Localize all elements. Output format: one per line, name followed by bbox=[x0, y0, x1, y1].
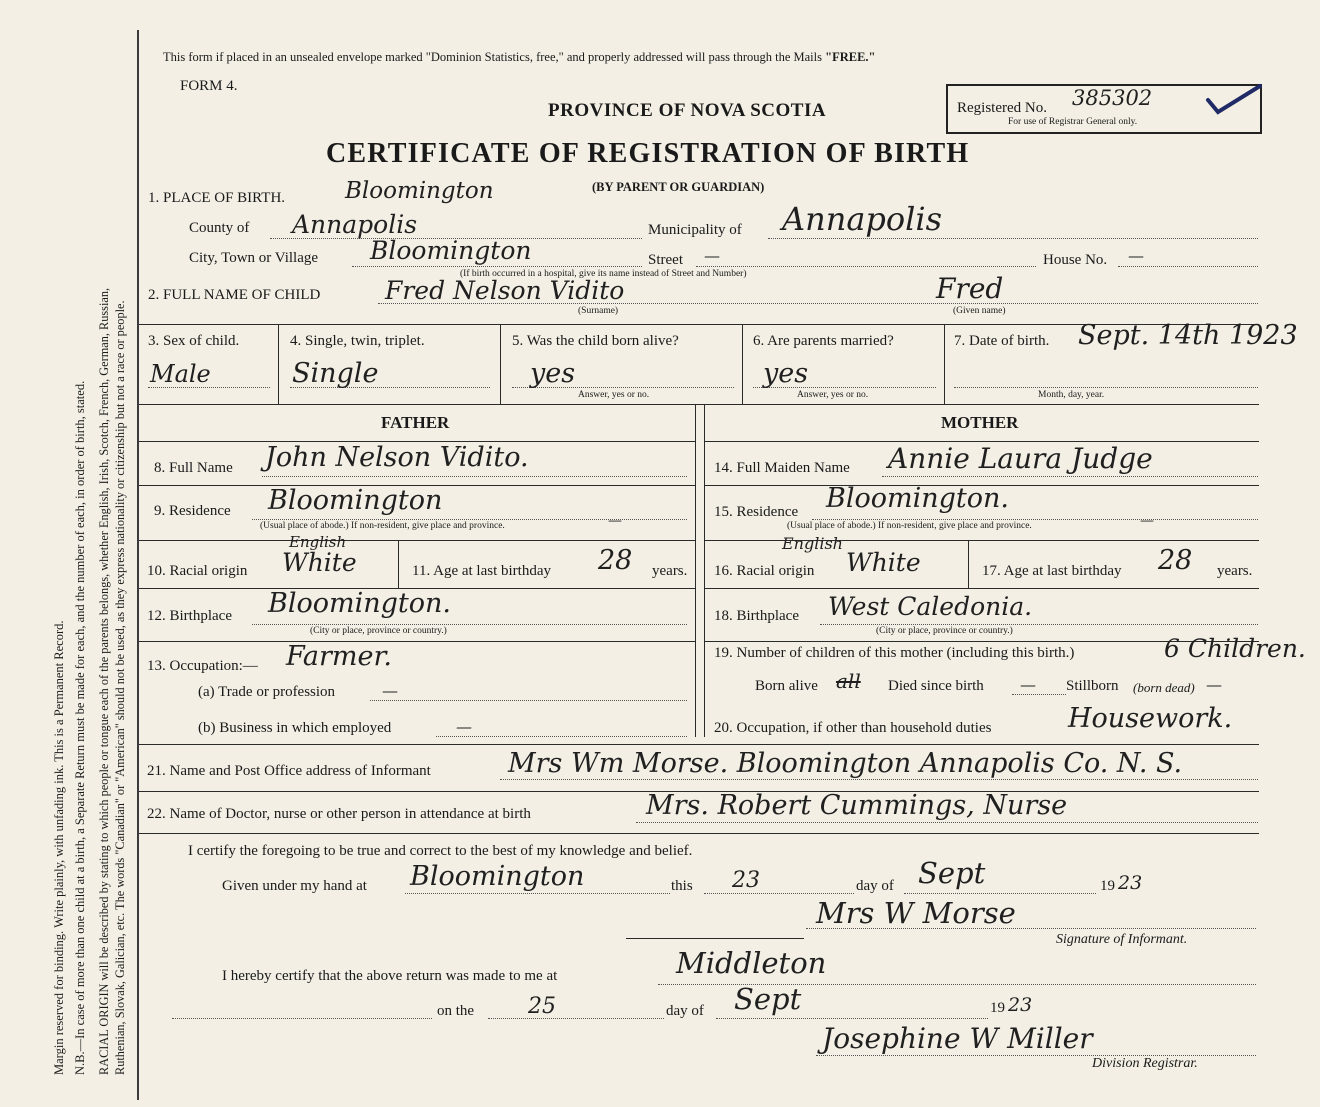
registrar-year-prefix: 19 bbox=[990, 1000, 1005, 1016]
col-divider-4 bbox=[944, 324, 945, 404]
county-value: Annapolis bbox=[292, 210, 418, 239]
registrar-month-value: Sept bbox=[734, 982, 802, 1016]
doctor-value: Mrs. Robert Cummings, Nurse bbox=[646, 790, 1068, 821]
father-age-years: years. bbox=[652, 563, 688, 579]
registrar-month-line bbox=[716, 1018, 988, 1019]
born-alive-count-label: Born alive bbox=[755, 678, 818, 694]
plurality-value: Single bbox=[292, 358, 379, 389]
registrar-day-line bbox=[488, 1018, 664, 1019]
check-mark-icon bbox=[1204, 82, 1264, 116]
given-name-caption: (Given name) bbox=[953, 306, 1006, 316]
registrar-place-value: Middleton bbox=[676, 946, 827, 980]
father-birthplace-caption: (City or place, province or country.) bbox=[310, 626, 447, 636]
page-title: CERTIFICATE OF REGISTRATION OF BIRTH bbox=[326, 138, 970, 169]
father-name-line bbox=[262, 476, 687, 477]
mail-notice-text: This form if placed in an unsealed envelope marked "Dominion Statistics, free," and properly addressed will pass through the Mails bbox=[163, 50, 826, 64]
mother-name-line bbox=[882, 476, 1258, 477]
hospital-note: (If birth occurred in a hospital, give its name instead of Street and Number) bbox=[460, 269, 747, 279]
doctor-label: 22. Name of Doctor, nurse or other person in attendance at birth bbox=[147, 806, 531, 822]
date-of-birth-value: Sept. 14th 1923 bbox=[1078, 320, 1298, 351]
mother-children-label: 19. Number of children of this mother (including this birth.) bbox=[714, 645, 1075, 661]
form-number: FORM 4. bbox=[180, 78, 238, 94]
certify-separator bbox=[626, 938, 804, 939]
father-heading: FATHER bbox=[381, 413, 450, 432]
mother-heading: MOTHER bbox=[941, 413, 1019, 432]
given-month-value: Sept bbox=[918, 856, 986, 890]
father-birthplace-line bbox=[252, 624, 687, 625]
mother-residence-value: Bloomington. bbox=[826, 483, 1009, 514]
date-of-birth-line bbox=[954, 387, 1258, 388]
sex-label: 3. Sex of child. bbox=[148, 333, 240, 349]
parents-married-label: 6. Are parents married? bbox=[753, 333, 894, 349]
mother-age-years: years. bbox=[1217, 563, 1253, 579]
mother-racial-origin-value: White bbox=[846, 548, 921, 577]
certify-statement: I certify the foregoing to be true and correct to the best of my knowledge and belief. bbox=[188, 843, 693, 859]
father-nonresident-dash: — bbox=[608, 513, 622, 529]
col-divider-2 bbox=[500, 324, 501, 404]
margin-notes bbox=[0, 0, 138, 1107]
surname-caption: (Surname) bbox=[578, 306, 619, 316]
doctor-rule bbox=[139, 833, 1259, 834]
father-rule-4 bbox=[139, 641, 695, 642]
mother-name-label: 14. Full Maiden Name bbox=[714, 460, 850, 476]
day-of-label: day of bbox=[856, 878, 894, 894]
informant-signature: Mrs W Morse bbox=[816, 896, 1016, 930]
parents-bottom-rule bbox=[139, 744, 1259, 745]
mother-children-value: 6 Children. bbox=[1164, 634, 1306, 663]
house-number-line bbox=[1118, 266, 1258, 267]
given-year-value: 23 bbox=[1118, 872, 1143, 894]
informant-line bbox=[500, 779, 1258, 780]
father-business-value: — bbox=[456, 717, 472, 736]
mother-rule-3 bbox=[704, 588, 1259, 589]
on-the-label: on the bbox=[437, 1003, 475, 1019]
margin-racial-note-1: RACIAL ORIGIN will be described by stating to which people or tongue each of the parents belongs, whether English, Irish, Scotch, French, German, Russian, bbox=[97, 287, 111, 1075]
father-occupation-value: Farmer. bbox=[286, 641, 393, 672]
month-line bbox=[904, 893, 1096, 894]
mother-nonresident-dash: — bbox=[1140, 513, 1154, 529]
col-divider-1 bbox=[278, 324, 279, 404]
father-business-line bbox=[436, 736, 687, 737]
city-label: City, Town or Village bbox=[189, 250, 319, 266]
father-residence-value: Bloomington bbox=[268, 485, 443, 516]
registered-number: 385302 bbox=[1072, 86, 1153, 110]
plurality-label: 4. Single, twin, triplet. bbox=[290, 333, 425, 349]
place-of-birth-label: 1. PLACE OF BIRTH. bbox=[148, 190, 286, 206]
day-line bbox=[704, 893, 854, 894]
given-place-line bbox=[405, 893, 670, 894]
born-alive-label: 5. Was the child born alive? bbox=[512, 333, 679, 349]
mother-racial-origin-label: 16. Racial origin bbox=[714, 563, 815, 579]
registered-label: Registered No. bbox=[957, 100, 1047, 116]
mail-notice bbox=[163, 50, 875, 65]
house-number-label: House No. bbox=[1043, 252, 1108, 268]
page-subtitle: (BY PARENT OR GUARDIAN) bbox=[592, 180, 765, 194]
given-place-value: Bloomington bbox=[410, 861, 585, 892]
father-right-rule bbox=[695, 404, 696, 737]
father-age-value: 28 bbox=[598, 545, 633, 576]
mother-birthplace-caption: (City or place, province or country.) bbox=[876, 626, 1013, 636]
father-name-label: 8. Full Name bbox=[154, 460, 233, 476]
mother-name-value: Annie Laura Judge bbox=[888, 442, 1153, 475]
father-racial-origin-note: English bbox=[289, 533, 347, 551]
died-since-birth-label: Died since birth bbox=[888, 678, 984, 694]
child-surname-value: Fred Nelson Vidito bbox=[385, 276, 625, 305]
municipality-value: Annapolis bbox=[782, 200, 943, 238]
father-trade-label: (a) Trade or profession bbox=[198, 684, 336, 700]
registrar-year-value: 23 bbox=[1008, 994, 1033, 1016]
binding-rule bbox=[137, 30, 139, 1100]
mother-residence-label: 15. Residence bbox=[714, 504, 799, 520]
father-residence-label: 9. Residence bbox=[154, 503, 231, 519]
city-value: Bloomington bbox=[370, 236, 532, 265]
mother-left-rule bbox=[704, 404, 705, 737]
margin-binding-note: Margin reserved for binding. Write plainly, with unfading ink. This is a Permanent Record. bbox=[52, 620, 66, 1075]
father-trade-line bbox=[370, 700, 687, 701]
given-year-prefix: 19 bbox=[1100, 878, 1115, 894]
mother-birthplace-value: West Caledonia. bbox=[828, 592, 1033, 621]
died-since-birth-value: — bbox=[1020, 675, 1036, 694]
registrar-statement: I hereby certify that the above return was made to me at bbox=[222, 968, 558, 984]
mother-birthplace-line bbox=[820, 624, 1258, 625]
municipality-label: Municipality of bbox=[648, 222, 742, 238]
registrar-day-of-label: day of bbox=[666, 1003, 704, 1019]
mother-occupation-value: Housework. bbox=[1068, 703, 1233, 734]
father-name-value: John Nelson Vidito. bbox=[265, 442, 529, 473]
city-line bbox=[352, 266, 642, 267]
col-divider-3 bbox=[742, 324, 743, 404]
stillborn-value: — bbox=[1206, 675, 1222, 694]
mother-occupation-label: 20. Occupation, if other than household duties bbox=[714, 720, 992, 736]
informant-value: Mrs Wm Morse. Bloomington Annapolis Co. N. S. bbox=[508, 748, 1183, 779]
parents-married-caption: Answer, yes or no. bbox=[797, 390, 869, 400]
date-of-birth-caption: Month, day, year. bbox=[1038, 390, 1105, 400]
died-since-birth-line bbox=[1012, 694, 1066, 695]
margin-nb-note: N.B.—In case of more than one child at a birth, a Separate Return must be made for each, and the number of each, in order of birth, stated. bbox=[73, 380, 87, 1075]
mail-notice-free: "FREE." bbox=[825, 50, 876, 64]
margin-racial-note-2: Ruthenian, Slovak, Galician, etc. The words "Canadian" or "American" should not be used, as they express nationality or citizenship but not a race or people. bbox=[113, 300, 127, 1075]
sex-value: Male bbox=[150, 360, 211, 388]
child-given-name-value: Fred bbox=[936, 272, 1004, 305]
mother-age-divider bbox=[968, 540, 969, 588]
mother-racial-origin-note: English bbox=[782, 534, 843, 553]
registrar-lead-line bbox=[172, 1018, 432, 1019]
informant-label: 21. Name and Post Office address of Informant bbox=[147, 763, 431, 779]
born-alive-count-value: all bbox=[836, 669, 861, 693]
registrar-day-value: 25 bbox=[528, 994, 556, 1019]
date-of-birth-label: 7. Date of birth. bbox=[954, 333, 1050, 349]
street-label: Street bbox=[648, 252, 683, 268]
father-birthplace-label: 12. Birthplace bbox=[147, 608, 232, 624]
father-rule-2 bbox=[139, 540, 695, 541]
mother-residence-caption: (Usual place of abode.) If non-resident, give place and province. bbox=[787, 521, 1032, 531]
row-3-bottom-rule bbox=[139, 404, 1259, 405]
given-under-hand-label: Given under my hand at bbox=[222, 878, 367, 894]
informant-signature-caption: Signature of Informant. bbox=[1056, 932, 1188, 947]
father-age-divider bbox=[398, 540, 399, 588]
mother-age-label: 17. Age at last birthday bbox=[982, 563, 1122, 579]
province-heading: PROVINCE OF NOVA SCOTIA bbox=[548, 100, 827, 121]
mother-age-value: 28 bbox=[1158, 545, 1193, 576]
mother-birthplace-label: 18. Birthplace bbox=[714, 608, 799, 624]
father-age-label: 11. Age at last birthday bbox=[412, 563, 551, 579]
place-of-birth-value: Bloomington bbox=[345, 178, 494, 204]
informant-signature-line bbox=[806, 928, 1256, 929]
registrar-note: For use of Registrar General only. bbox=[1008, 117, 1138, 127]
this-label: this bbox=[671, 878, 693, 894]
born-alive-value: yes bbox=[530, 358, 576, 389]
father-trade-value: — bbox=[382, 681, 398, 700]
house-number-value: — bbox=[1128, 246, 1144, 265]
county-label: County of bbox=[189, 220, 250, 236]
stillborn-label: Stillborn bbox=[1066, 678, 1119, 694]
registrar-signature: Josephine W Miller bbox=[822, 1022, 1093, 1055]
father-residence-caption: (Usual place of abode.) If non-resident, give place and province. bbox=[260, 521, 505, 531]
father-birthplace-value: Bloomington. bbox=[268, 588, 451, 619]
child-name-label: 2. FULL NAME OF CHILD bbox=[148, 287, 321, 303]
born-alive-caption: Answer, yes or no. bbox=[578, 390, 650, 400]
mother-residence-line bbox=[812, 519, 1258, 520]
given-day-value: 23 bbox=[732, 868, 760, 893]
registrar-signature-caption: Division Registrar. bbox=[1092, 1056, 1198, 1071]
stillborn-note: (born dead) bbox=[1133, 680, 1195, 695]
father-occupation-label: 13. Occupation:— bbox=[147, 658, 258, 674]
parents-married-value: yes bbox=[763, 358, 809, 389]
street-value: — bbox=[704, 246, 720, 265]
doctor-line bbox=[636, 822, 1258, 823]
father-business-label: (b) Business in which employed bbox=[198, 720, 392, 736]
street-line bbox=[696, 266, 1036, 267]
municipality-line bbox=[768, 238, 1258, 239]
father-racial-origin-value: White bbox=[282, 548, 357, 577]
father-racial-origin-label: 10. Racial origin bbox=[147, 563, 248, 579]
